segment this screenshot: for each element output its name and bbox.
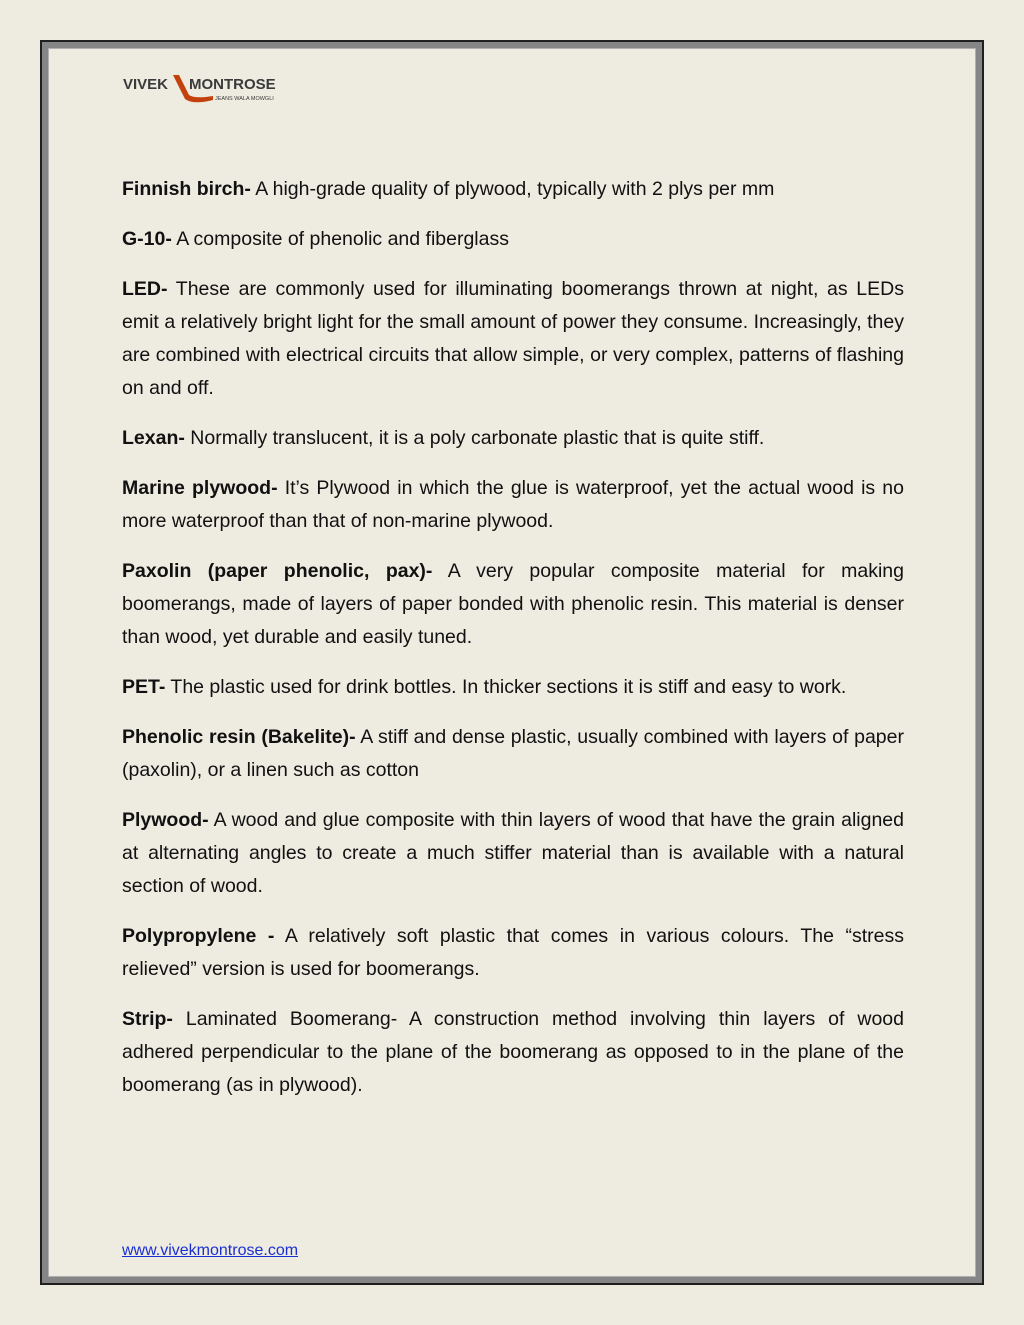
glossary-entry <box>122 223 904 256</box>
glossary-entry <box>122 273 904 405</box>
glossary-entry <box>122 721 904 787</box>
entry-definition: A stiff and dense plastic, usually combined with layers of paper (paxolin), or a linen such as cotton <box>122 726 904 781</box>
logo-text-right: MONTROSE <box>189 76 276 93</box>
glossary-entry <box>122 173 904 206</box>
logo-text-left: VIVEK <box>123 76 169 93</box>
entry-term: Phenolic resin (Bakelite)- <box>122 726 356 748</box>
vivek-montrose-logo <box>123 69 288 109</box>
entry-term: Strip- <box>122 1008 173 1030</box>
page-frame <box>40 40 984 1285</box>
entry-definition: It’s Plywood in which the glue is waterproof, yet the actual wood is no more waterproof than that of non-marine plywood. <box>122 477 904 532</box>
logo-tagline: JEANS WALA MOWGLI <box>215 96 274 102</box>
entry-term: Paxolin (paper phenolic, pax)- <box>122 560 433 582</box>
entry-definition: A high-grade quality of plywood, typically with 2 plys per mm <box>250 178 775 200</box>
entry-term: Marine plywood- <box>122 477 278 499</box>
entry-term: PET- <box>122 676 166 698</box>
website-link[interactable]: www.vivekmontrose.com <box>122 1242 299 1259</box>
glossary-entry <box>122 1003 904 1102</box>
entry-definition: A very popular composite material for making boomerangs, made of layers of paper bonded with phenolic resin. This material is denser than wood, yet durable and easily tuned. <box>122 560 905 648</box>
entry-term: Lexan- <box>122 427 185 449</box>
entry-term: Polypropylene - <box>122 925 275 947</box>
glossary-entry <box>122 555 904 654</box>
glossary-entry <box>122 671 904 704</box>
glossary-entry <box>122 422 904 455</box>
entry-term: Finnish birch- <box>122 178 251 200</box>
entry-term: G-10- <box>122 228 172 250</box>
entry-definition: A wood and glue composite with thin layers of wood that have the grain aligned at alternating angles to create a much stiffer material than is available with a natural section of wood. <box>122 809 904 897</box>
entry-definition: Normally translucent, it is a poly carbonate plastic that is quite stiff. <box>184 427 765 449</box>
entry-definition: A composite of phenolic and fiberglass <box>171 228 509 250</box>
glossary-entry <box>122 472 904 538</box>
entry-definition: Laminated Boomerang- A construction method involving thin layers of wood adhered perpendicular to the plane of the boomerang as opposed to in the plane of the boomerang (as in plywood). <box>122 1008 904 1096</box>
page <box>48 48 976 1277</box>
entry-term: LED- <box>122 278 168 300</box>
entry-definition: The plastic used for drink bottles. In thicker sections it is stiff and easy to work. <box>165 676 847 698</box>
glossary-entry <box>122 920 904 986</box>
entry-term: Plywood- <box>122 809 209 831</box>
glossary <box>122 173 904 1119</box>
entry-definition: These are commonly used for illuminating boomerangs thrown at night, as LEDs emit a relatively bright light for the small amount of power they consume. Increasingly, they are combined with electrical circuits that allow simple, or very complex, patterns of flashing on and off. <box>122 278 904 399</box>
glossary-entry <box>122 804 904 903</box>
entry-definition: A relatively soft plastic that comes in various colours. The “stress relieved” version is used for boomerangs. <box>122 925 905 980</box>
